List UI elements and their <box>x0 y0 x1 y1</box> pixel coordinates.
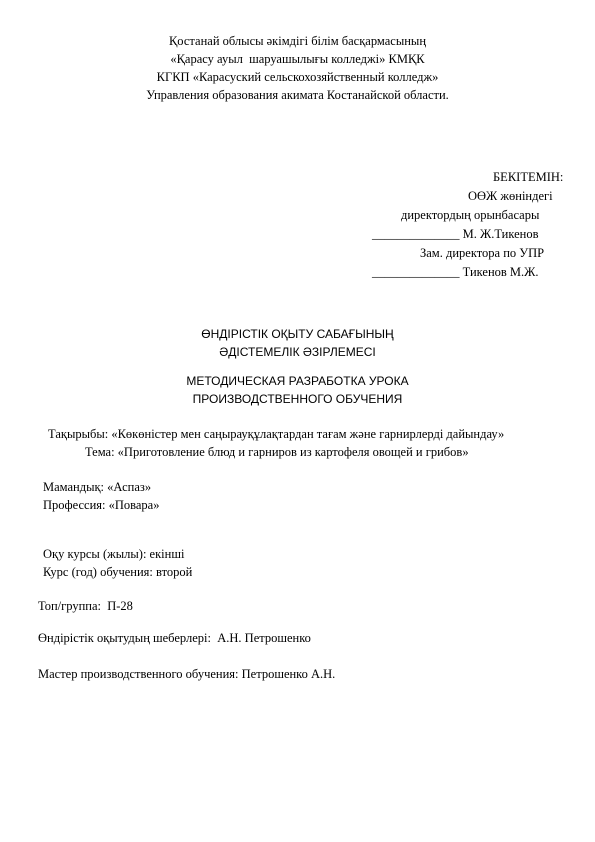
header-line-1: Қостанай облысы әкімдігі білім басқармасының <box>168 34 427 48</box>
approval-kz-position-1: ОӨЖ жөніндегі <box>468 189 553 203</box>
profession-ru: Профессия: «Повара» <box>43 498 160 512</box>
approval-signature-line-2: ______________ Тикенов М.Ж. <box>372 265 539 279</box>
course-ru: Курс (год) обучения: второй <box>43 565 193 579</box>
header-line-2: «Қарасу ауыл шаруашылығы колледжі» КМҚК <box>170 52 425 66</box>
header-line-4: Управления образования акимата Костанайской области. <box>146 88 449 102</box>
title-ru-line-1: МЕТОДИЧЕСКАЯ РАЗРАБОТКА УРОКА <box>186 374 409 388</box>
profession-kz: Мамандық: «Аспаз» <box>43 480 152 494</box>
group-label: Топ/группа: П-28 <box>38 599 133 613</box>
topic-ru: Тема: «Приготовление блюд и гарниров из картофеля овощей и грибов» <box>85 445 469 459</box>
masters-ru: Мастер производственного обучения: Петрошенко А.Н. <box>38 667 336 681</box>
topic-kz: Тақырыбы: «Көкөністер мен саңырауқұлақтардан тағам және гарнирлерді дайындау» <box>48 427 505 441</box>
approval-signature-line-1: ______________ М. Ж.Тикенов <box>372 227 539 241</box>
approval-ru-position: Зам. директора по УПР <box>420 246 545 260</box>
approval-kz-position-2: директордың орынбасары <box>401 208 540 222</box>
title-kz-line-2: ӘДІСТЕМЕЛІК ӘЗІРЛЕМЕСІ <box>219 345 376 359</box>
header-line-3: КГКП «Карасуский сельскохозяйственный колледж» <box>156 70 439 84</box>
masters-kz: Өндірістік оқытудың шеберлері: А.Н. Петрошенко <box>38 631 311 645</box>
course-kz: Оқу курсы (жылы): екінші <box>43 547 185 561</box>
title-ru-line-2: ПРОИЗВОДСТВЕННОГО ОБУЧЕНИЯ <box>192 392 403 406</box>
title-kz-line-1: ӨНДІРІСТІК ОҚЫТУ САБАҒЫНЫҢ <box>201 327 394 341</box>
approval-heading: БЕКІТЕМІН: <box>493 170 564 184</box>
